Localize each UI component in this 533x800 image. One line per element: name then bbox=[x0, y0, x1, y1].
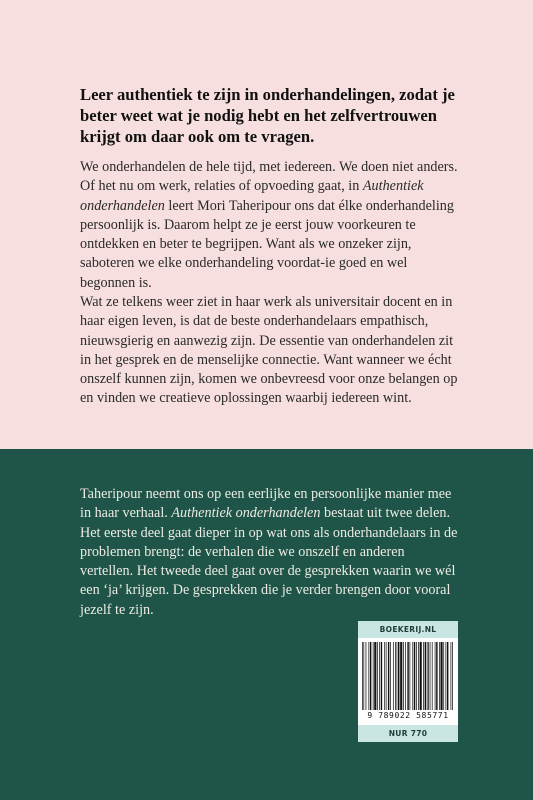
nur-code: NUR 770 bbox=[358, 725, 458, 742]
lead-text: Leer authentiek te zijn in onderhandelingen, zodat je beter weet wat je nodig hebt en het zelfvertrouwen krijgt om daar ook om te vragen. bbox=[80, 85, 455, 146]
publisher-url: BOEKERIJ.NL bbox=[358, 621, 458, 638]
book-title-italic: Authentiek onderhandelen bbox=[80, 178, 424, 214]
isbn-digits: 9 789022 585771 bbox=[367, 711, 449, 720]
book-title-italic: Authentiek onderhandelen bbox=[171, 505, 321, 522]
paragraph-1-part-b: leert Mori Taheripour ons dat élke onderhandeling persoonlijk is. Daarom helpt ze je eerst jouw voorkeuren te ontdekken en beter te begrijpen. Want als we onzeker zijn, saboteren we elke onderhandeling voordat-ie goed en wel begonnen is. bbox=[80, 197, 454, 291]
barcode-icon bbox=[362, 642, 454, 710]
paragraph-3-part-b: bestaat uit twee delen. Het eerste deel gaat dieper in op wat ons als onderhandelaars in de problemen brengt: de verhalen die we onszelf en anderen vertellen. Het tweede deel gaat over de gesprekken waarin we wél een ‘ja’ krijgen. De gesprekken die je verder brengen door vooral jezelf te zijn. bbox=[80, 505, 458, 618]
paragraph-1-part-a: We onderhandelen de hele tijd, met iedereen. We doen niet anders. Of het nu om werk, relaties of opvoeding gaat, in bbox=[80, 159, 458, 195]
paragraph-1 bbox=[80, 158, 460, 293]
paragraph-3 bbox=[80, 485, 460, 620]
paragraph-2: Wat ze telkens weer ziet in haar werk als universitair docent en in haar eigen leven, is dat de beste onderhandelaars empathisch, nieuwsgierig en aanwezig zijn. De essentie van onderhandelen zit in het gesprek en de menselijke connectie. Want wanneer we écht onszelf kunnen zijn, komen we onbevreesd voor onze belangen op en vinden we creatieve oplossingen waarbij iedereen wint. bbox=[80, 294, 458, 407]
barcode-label bbox=[358, 621, 458, 742]
paragraph-3-part-a: Taheripour neemt ons op een eerlijke en persoonlijke manier mee in haar verhaal. bbox=[80, 486, 452, 522]
